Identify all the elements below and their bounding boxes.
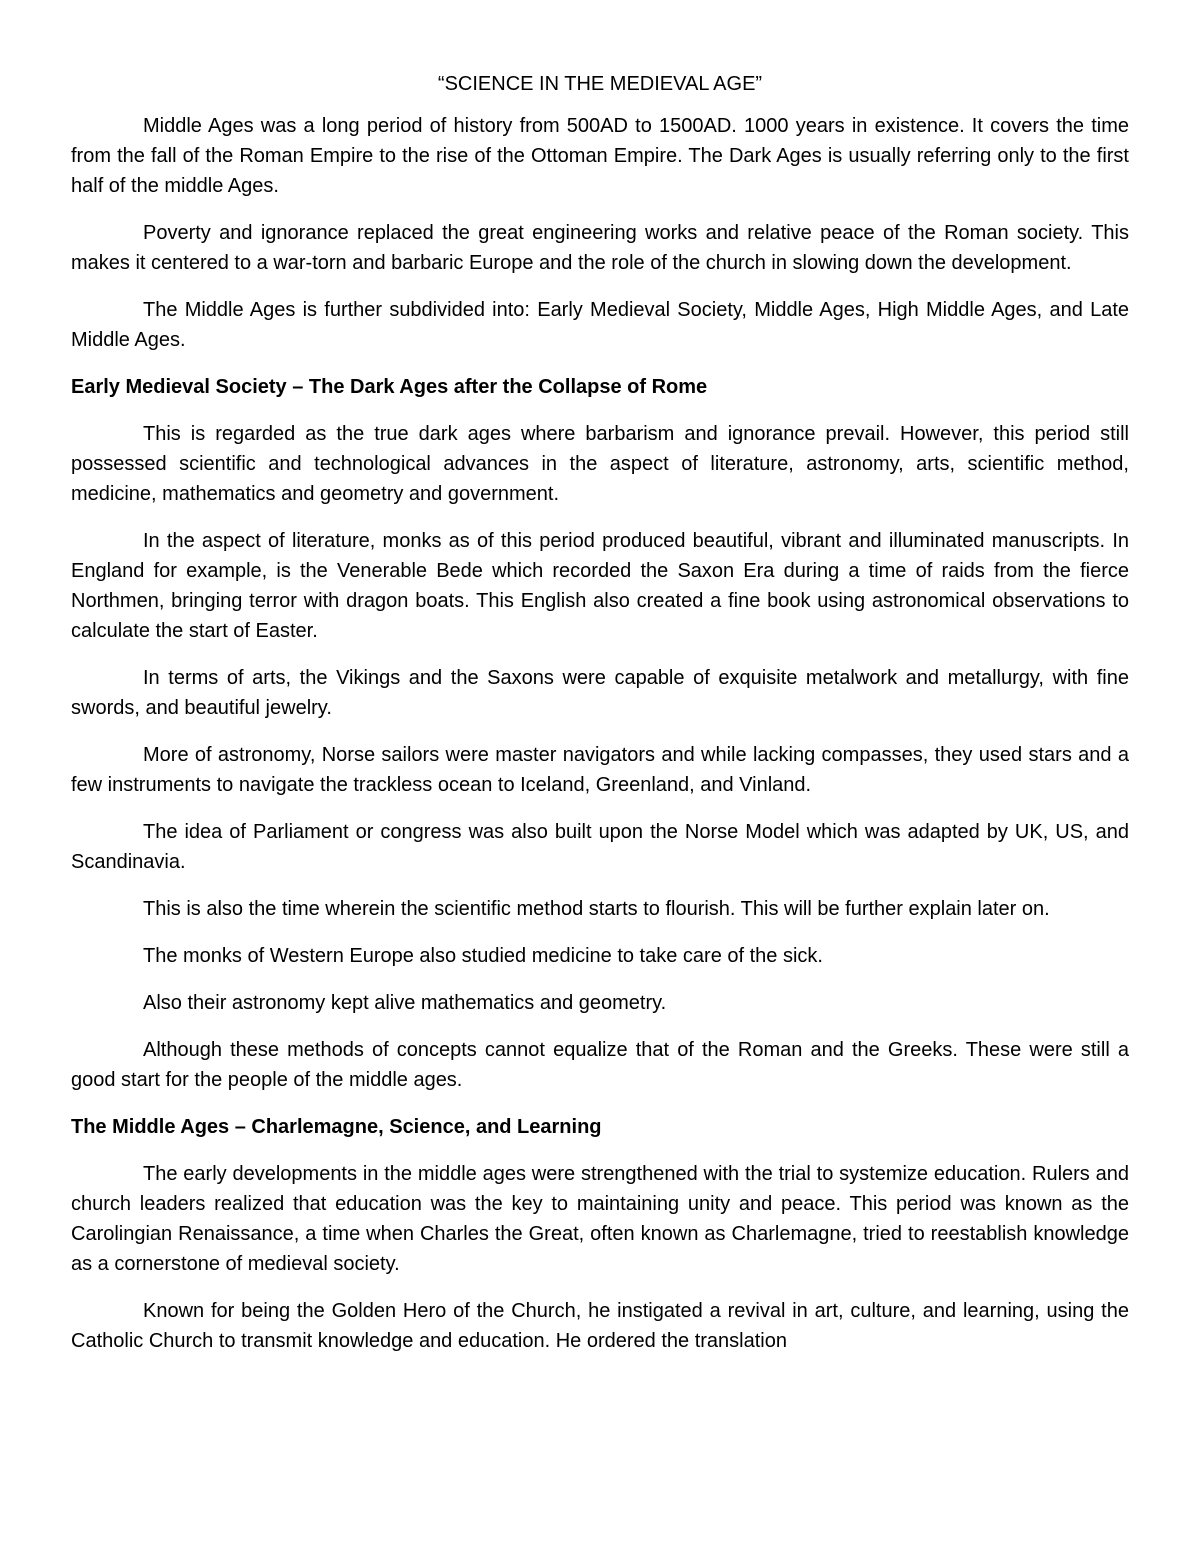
paragraph: In terms of arts, the Vikings and the Saxons were capable of exquisite metalwork and metallurgy, with fine swords, and beautiful jewelry. bbox=[71, 667, 1129, 719]
paragraph: The Middle Ages is further subdivided into: Early Medieval Society, Middle Ages, High Middle Ages, and Late Middle Ages. bbox=[71, 299, 1129, 351]
paragraph: This is also the time wherein the scientific method starts to flourish. This will be further explain later on. bbox=[143, 898, 1050, 920]
section-heading: The Middle Ages – Charlemagne, Science, and Learning bbox=[71, 1116, 602, 1138]
paragraph: This is regarded as the true dark ages where barbarism and ignorance prevail. However, this period still possessed scientific and technological advances in the aspect of literature, astronomy, arts, scientific method, medicine, mathematics and geometry and government. bbox=[71, 423, 1129, 505]
paragraph: Known for being the Golden Hero of the Church, he instigated a revival in art, culture, and learning, using the Catholic Church to transmit knowledge and education. He ordered the translation bbox=[71, 1300, 1129, 1352]
paragraph: The idea of Parliament or congress was also built upon the Norse Model which was adapted by UK, US, and Scandinavia. bbox=[71, 821, 1129, 873]
section-heading: Early Medieval Society – The Dark Ages after the Collapse of Rome bbox=[71, 376, 708, 398]
paragraph: Although these methods of concepts cannot equalize that of the Roman and the Greeks. These were still a good start for the people of the middle ages. bbox=[71, 1039, 1129, 1091]
paragraph: Poverty and ignorance replaced the great engineering works and relative peace of the Roman society. This makes it centered to a war-torn and barbaric Europe and the role of the church in slowing down the development. bbox=[71, 222, 1129, 274]
paragraph: In the aspect of literature, monks as of this period produced beautiful, vibrant and illuminated manuscripts. In England for example, is the Venerable Bede which recorded the Saxon Era during a time of raids from the fierce Northmen, bringing terror with dragon boats. This English also created a fine book using astronomical observations to calculate the start of Easter. bbox=[71, 530, 1129, 642]
document-title: “SCIENCE IN THE MEDIEVAL AGE” bbox=[437, 73, 763, 95]
paragraph: The early developments in the middle ages were strengthened with the trial to systemize education. Rulers and church leaders realized that education was the key to maintaining unity and peace. This period was known as the Carolingian Renaissance, a time when Charles the Great, often known as Charlemagne, tried to reestablish knowledge as a cornerstone of medieval society. bbox=[71, 1163, 1129, 1275]
paragraph: The monks of Western Europe also studied medicine to take care of the sick. bbox=[143, 945, 823, 967]
paragraph: Also their astronomy kept alive mathematics and geometry. bbox=[143, 992, 667, 1014]
document-body bbox=[71, 69, 1129, 1356]
paragraph: More of astronomy, Norse sailors were master navigators and while lacking compasses, they used stars and a few instruments to navigate the trackless ocean to Iceland, Greenland, and Vinland. bbox=[71, 744, 1129, 796]
paragraph: Middle Ages was a long period of history from 500AD to 1500AD. 1000 years in existence. It covers the time from the fall of the Roman Empire to the rise of the Ottoman Empire. The Dark Ages is usually referring only to the first half of the middle Ages. bbox=[71, 115, 1129, 197]
